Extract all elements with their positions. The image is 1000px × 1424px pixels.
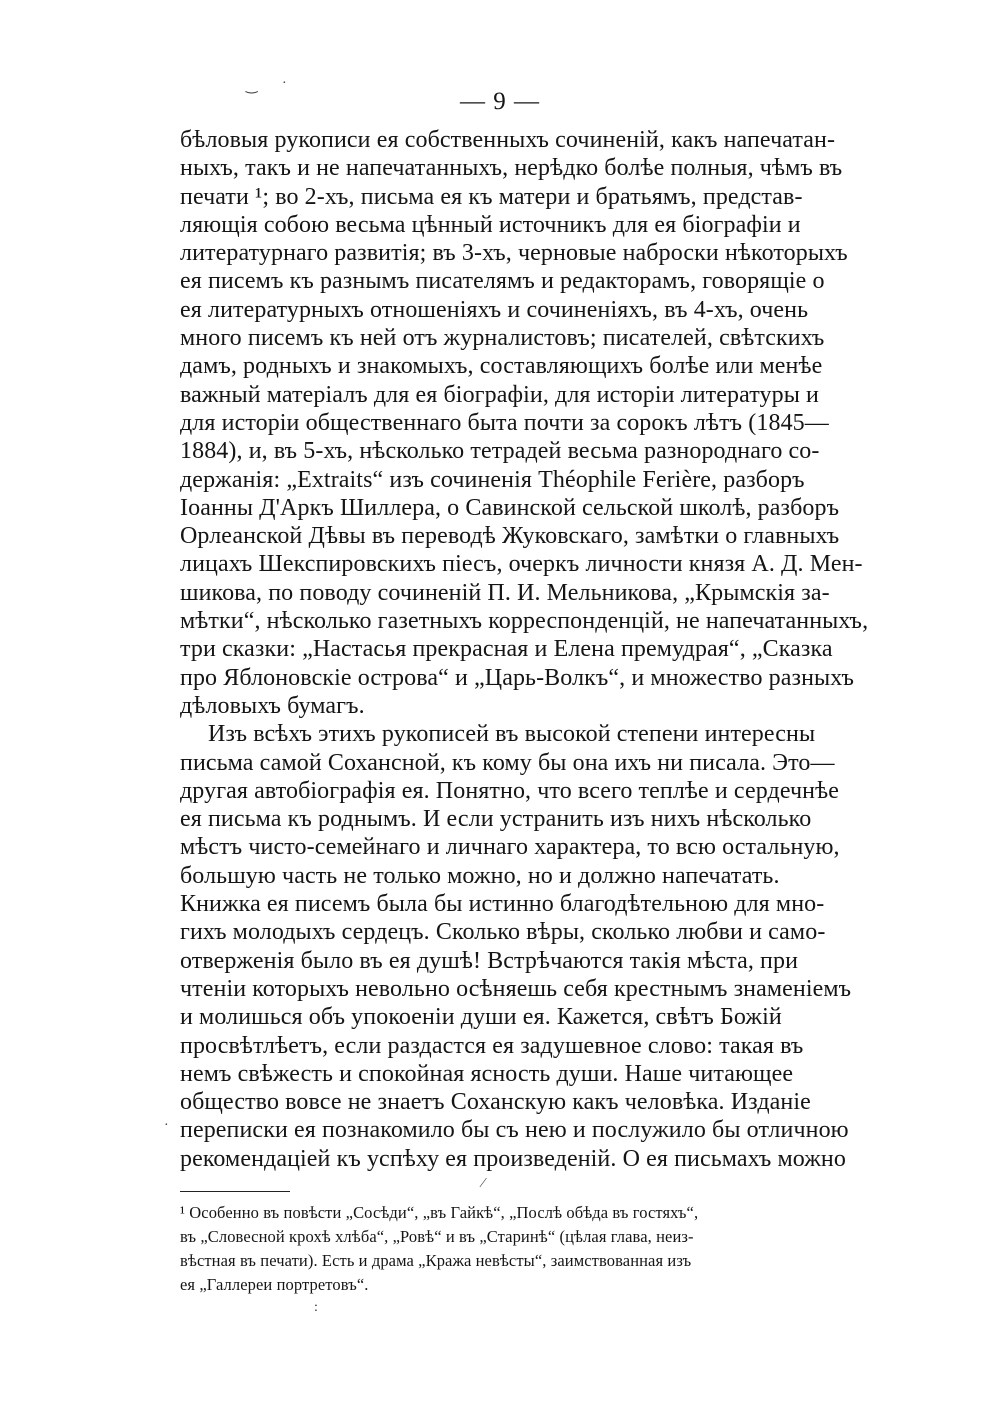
text-line: просвѣтлѣетъ, если раздастся ея задушевное слово: такая въ (180, 1032, 804, 1059)
print-speck: ‿ (246, 79, 258, 94)
text-line: мѣстъ чисто-семейнаго и личнаго характера, то всю остальную, (180, 834, 840, 861)
text-line: ея письма къ роднымъ. И если устранить изъ нихъ нѣсколько (180, 806, 812, 833)
text-line: дамъ, родныхъ и знакомыхъ, составляющихъ болѣе или менѣе (180, 353, 823, 380)
text-line: отверженія было въ ея душѣ! Встрѣчаются такія мѣста, при (180, 947, 799, 974)
footnote-line: вѣстная въ печати). Есть и драма „Кража невѣсты“, заимствованная изъ (180, 1251, 692, 1270)
footnotes (180, 1201, 824, 1297)
text-line: дѣловыхъ бумагъ. (180, 692, 365, 719)
text-line: общество вовсе не знаетъ Соханскую какъ человѣка. Изданіе (180, 1089, 811, 1116)
text-line: Іоанны Д'Аркъ Шиллера, о Савинской сельской школѣ, разборъ (180, 494, 840, 521)
text-line: мѣтки“, нѣсколько газетныхъ корреспонденцій, не напечатанныхъ, (180, 608, 869, 635)
text-line: гихъ молодыхъ сердецъ. Сколько вѣры, сколько любви и само- (180, 919, 826, 946)
text-line: бѣловыя рукописи ея собственныхъ сочиненій, какъ напечатан- (180, 127, 836, 153)
text-line: ныхъ, такъ и не напечатанныхъ, нерѣдко болѣе полныя, чѣмъ въ (180, 155, 843, 182)
text-line: переписки ея познакомило бы съ нею и послужило бы отличною (180, 1117, 849, 1144)
paragraph-start-line: Изъ всѣхъ этихъ рукописей въ высокой степени интересны (208, 721, 816, 748)
footnote-line: ¹ Особенно въ повѣсти „Сосѣди“, „въ Гайкѣ“, „Послѣ обѣда въ гостяхъ“, (180, 1203, 699, 1222)
print-speck: · (164, 1118, 169, 1133)
footnote-line: въ „Словесной крохѣ хлѣба“, „Ровѣ“ и въ „Старинѣ“ (цѣлая глава, неиз- (180, 1227, 694, 1246)
text-line: другая автобіографія ея. Понятно, что всего теплѣе и сердечнѣе (180, 777, 839, 804)
text-line: ляющія собою весьма цѣнный источникъ для ея біографіи и (180, 211, 801, 238)
text-line: чтеніи которыхъ невольно осѣняешь себя крестнымъ знаменіемъ (180, 975, 852, 1002)
text-line: письма самой Сохансной, къ кому бы она ихъ ни писала. Это— (180, 749, 835, 776)
text-line: печати ¹; во 2-хъ, письма ея къ матери и братьямъ, представ- (180, 183, 803, 210)
text-line: много писемъ къ ней отъ журналистовъ; писателей, свѣтскихъ (180, 325, 825, 352)
text-line: шикова, по поводу сочиненій П. И. Мельникова, „Крымскія за- (180, 579, 830, 606)
main-text (180, 126, 869, 1173)
text-line: Орлеанской Дѣвы въ переводѣ Жуковскаго, замѣтки о главныхъ (180, 523, 840, 550)
text-line: для исторіи общественнаго быта почти за сорокъ лѣтъ (1845— (180, 409, 829, 436)
text-line: ея писемъ къ разнымъ писателямъ и редакторамъ, говорящіе о (180, 268, 825, 295)
print-speck: · (282, 76, 287, 91)
text-line: лицахъ Шекспировскихъ піесъ, очеркъ личности князя А. Д. Мен- (180, 551, 863, 578)
text-line: литературнаго развитія; въ 3-хъ, черновые наброски нѣкоторыхъ (180, 240, 848, 267)
text-line: Книжка ея писемъ была бы истинно благодѣтельною для мно- (180, 891, 825, 918)
text-line: ея литературныхъ отношеніяхъ и сочиненіяхъ, въ 4-хъ, очень (180, 296, 809, 323)
text-line: большую часть не только можно, но и должно напечатать. (180, 862, 780, 889)
text-line: рекомендаціей къ успѣху ея произведеній. О ея письмахъ можно (180, 1145, 846, 1172)
text-line: немъ свѣжесть и спокойная ясность души. Наше читающее (180, 1060, 794, 1087)
footnote-separator (180, 1191, 290, 1192)
print-speck: ⁄ (482, 1176, 485, 1191)
print-speck: : (314, 1300, 318, 1315)
text-line: три сказки: „Настасья прекрасная и Елена премудрая“, „Сказка (180, 636, 833, 663)
text-line: важный матеріалъ для ея біографіи, для исторіи литературы и (180, 381, 819, 408)
text-line: 1884), и, въ 5-хъ, нѣсколько тетрадей весьма разнороднаго со- (180, 438, 820, 465)
page-number: — 9 — (460, 88, 540, 115)
footnote-line: ея „Галлереи портретовъ“. (180, 1275, 369, 1294)
text-line: держанія: „Extraits“ изъ сочиненія Théophile Ferière, разборъ (180, 466, 805, 493)
text-line: и молишься объ упокоеніи души ея. Кажется, свѣтъ Божій (180, 1004, 782, 1031)
text-line: про Яблоновскіе острова“ и „Царь-Волкъ“, и множество разныхъ (180, 664, 854, 691)
